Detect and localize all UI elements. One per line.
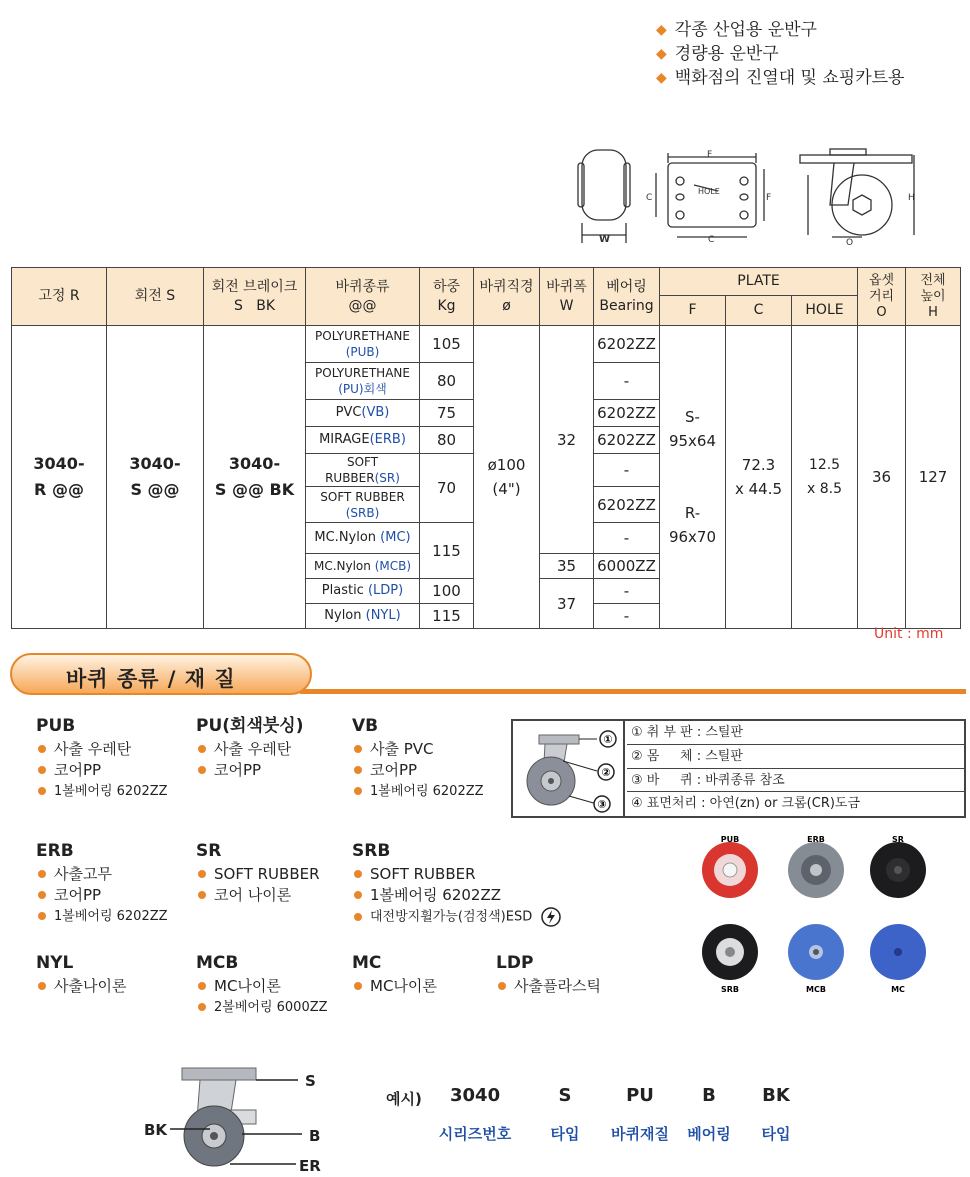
- caster-parts-image: [513, 721, 625, 816]
- header-load: 하중 Kg: [420, 268, 474, 326]
- svg-text:SR: SR: [892, 835, 904, 844]
- header-plate-hole: HOLE: [792, 296, 858, 326]
- callout-s: S: [305, 1072, 316, 1090]
- cell-bearing: 6202ZZ: [594, 326, 660, 363]
- svg-text:ERB: ERB: [807, 835, 825, 844]
- caster-dimension-drawings: [572, 145, 922, 250]
- bullet-dot-icon: [198, 982, 206, 990]
- cell-wheel-type: SOFT RUBBER(SR): [306, 454, 420, 487]
- bullet-dot-icon: [198, 1003, 206, 1011]
- bullet-dot-icon: [38, 745, 46, 753]
- cell-wheel-type: SOFT RUBBER (SRB): [306, 487, 420, 523]
- dim-f-label: F: [707, 150, 713, 160]
- esd-lightning-icon: [540, 906, 562, 928]
- part-row: ④ 표면처리 : 아연(zn) or 크롬(CR)도금: [631, 796, 861, 812]
- material-vb: VB 사출 PVC 코어PP 1볼베어링 6202ZZ: [352, 716, 484, 799]
- dim-hole-label: HOLE: [698, 187, 720, 196]
- bullet-dot-icon: [198, 891, 206, 899]
- callout-b: B: [309, 1127, 321, 1145]
- cell-swivel-model: 3040- S @@: [107, 326, 204, 629]
- header-plate-f: F: [660, 296, 726, 326]
- cell-bearing: 6202ZZ: [594, 427, 660, 454]
- header-height: 전체 높이 H: [906, 268, 961, 326]
- cell-load: 75: [420, 400, 474, 427]
- example-meaning-bearing: 베어링: [687, 1125, 731, 1143]
- usage-item: ◆ 각종 산업용 운반구: [656, 20, 817, 40]
- parts-list: [627, 721, 964, 816]
- bullet-dot-icon: [354, 982, 362, 990]
- example-meaning-material: 바퀴재질: [611, 1125, 669, 1143]
- dim-f-side-label: F: [766, 193, 772, 203]
- header-diameter: 바퀴직경 ø: [474, 268, 540, 326]
- material-ldp: LDP 사출플라스틱: [496, 953, 601, 995]
- example-code-brake: BK: [762, 1085, 790, 1106]
- material-srb: SRB SOFT RUBBER 1볼베어링 6202ZZ 대전방지휠가능(검정색)ESD: [352, 841, 562, 928]
- header-fixed: 고정 R: [12, 268, 107, 326]
- unit-label: Unit : mm: [874, 626, 944, 642]
- cell-bearing: -: [594, 523, 660, 554]
- dim-w-label: W: [599, 234, 611, 245]
- marker-1: ①: [603, 733, 613, 746]
- cell-plate-hole: 12.5 x 8.5: [792, 326, 858, 629]
- wheel-mcb: [788, 924, 844, 994]
- cell-bearing: -: [594, 579, 660, 604]
- material-erb: ERB 사출고무 코어PP 1볼베어링 6202ZZ: [36, 841, 168, 924]
- material-mc: MC MC나이론: [352, 953, 437, 995]
- material-sr: SR SOFT RUBBER 코어 나이론: [196, 841, 320, 904]
- wheel-srb: [702, 924, 758, 994]
- caster-illustration: [513, 721, 625, 816]
- section-banner: [10, 653, 312, 695]
- bullet-dot-icon: [498, 982, 506, 990]
- wheel-pub: [702, 835, 758, 898]
- wheel-mc: [870, 924, 926, 994]
- cell-wheel-type: PVC(VB): [306, 400, 420, 427]
- cell-wheel-type: MC.Nylon (MCB): [306, 554, 420, 579]
- bullet-dot-icon: [38, 891, 46, 899]
- section-title: 바퀴 종류 / 재 질: [66, 667, 236, 691]
- cell-load: 105: [420, 326, 474, 363]
- header-swivel: 회전 S: [107, 268, 204, 326]
- cell-bearing: 6000ZZ: [594, 554, 660, 579]
- diamond-bullet-icon: ◆: [656, 70, 667, 86]
- marker-3: ③: [597, 798, 607, 811]
- wheel-erb: [788, 835, 844, 898]
- section-divider: [300, 689, 966, 694]
- svg-text:MCB: MCB: [806, 985, 826, 994]
- bullet-dot-icon: [198, 745, 206, 753]
- callout-er: ER: [299, 1157, 321, 1175]
- header-wheel-type: 바퀴종류 @@: [306, 268, 420, 326]
- example-meaning-series: 시리즈번호: [438, 1125, 512, 1143]
- cell-wheel-type: POLYURETHANE (PU)회색: [306, 363, 420, 400]
- header-bearing: 베어링 Bearing: [594, 268, 660, 326]
- wheel-samples: [690, 832, 950, 997]
- cell-fixed-model: 3040- R @@: [12, 326, 107, 629]
- bullet-dot-icon: [198, 766, 206, 774]
- bullet-dot-icon: [198, 870, 206, 878]
- material-pu: PU(회색붓싱) 사출 우레탄 코어PP: [196, 716, 304, 779]
- dim-o-label: O: [846, 238, 854, 248]
- part-row: ① 취 부 판 : 스틸판: [627, 721, 964, 745]
- usage-item: ◆ 백화점의 진열대 및 쇼핑카트용: [656, 68, 905, 88]
- example-meaning-brake: 타입: [761, 1125, 791, 1143]
- side-view-drawing: [800, 149, 914, 237]
- cell-wheel-type: POLYURETHANE (PUB): [306, 326, 420, 363]
- cell-plate-c: 72.3 x 44.5: [726, 326, 792, 629]
- marker-2: ②: [601, 766, 611, 779]
- cell-bearing: -: [594, 454, 660, 487]
- cell-load: 70: [420, 454, 474, 523]
- bullet-dot-icon: [38, 870, 46, 878]
- bullet-dot-icon: [354, 766, 362, 774]
- example-label: 예시): [386, 1090, 422, 1108]
- usage-item: ◆ 경량용 운반구: [656, 44, 779, 64]
- cell-load: 80: [420, 363, 474, 400]
- cell-bearing: -: [594, 363, 660, 400]
- bullet-dot-icon: [354, 913, 362, 921]
- material-pub: PUB 사출 우레탄 코어PP 1볼베어링 6202ZZ: [36, 716, 168, 799]
- cell-height: 127: [906, 326, 961, 629]
- svg-text:PUB: PUB: [720, 835, 740, 844]
- wheel-sr: [870, 835, 926, 898]
- cell-load: 115: [420, 604, 474, 629]
- example-code-bearing: B: [702, 1085, 716, 1106]
- example-code-series: 3040: [450, 1085, 501, 1106]
- bullet-dot-icon: [354, 870, 362, 878]
- cell-wheel-type: Nylon (NYL): [306, 604, 420, 629]
- cell-bearing: 6202ZZ: [594, 487, 660, 523]
- example-code-type: S: [558, 1085, 572, 1106]
- bullet-dot-icon: [354, 787, 362, 795]
- svg-text:SRB: SRB: [720, 985, 740, 994]
- callout-bk: BK: [144, 1121, 168, 1139]
- material-nyl: NYL 사출나이론: [36, 953, 127, 995]
- cell-bearing: -: [594, 604, 660, 629]
- part-row: ② 몸 체 : 스틸판: [627, 745, 964, 769]
- part-row: ③ 바 퀴 : 바퀴종류 참조: [627, 769, 964, 793]
- cell-width-mcb: 35: [540, 554, 594, 579]
- header-width: 바퀴폭 W: [540, 268, 594, 326]
- dim-h-label: H: [908, 193, 915, 203]
- cell-load: 100: [420, 579, 474, 604]
- header-plate: PLATE: [660, 268, 858, 296]
- dim-c-side-label: C: [646, 193, 653, 203]
- bullet-dot-icon: [38, 787, 46, 795]
- header-plate-c: C: [726, 296, 792, 326]
- cell-bearing: 6202ZZ: [594, 400, 660, 427]
- cell-width-ldp: 37: [540, 579, 594, 629]
- cell-wheel-type: Plastic (LDP): [306, 579, 420, 604]
- parts-box: [511, 719, 966, 818]
- usage-list: [656, 18, 904, 90]
- cell-diameter: ø100 (4"): [474, 326, 540, 629]
- bullet-dot-icon: [38, 982, 46, 990]
- material-mcb: MCB MC나이론 2볼베어링 6000ZZ: [196, 953, 328, 1015]
- cell-width-main: 32: [540, 326, 594, 554]
- cell-wheel-type: MC.Nylon (MC): [306, 523, 420, 554]
- bullet-dot-icon: [354, 745, 362, 753]
- example-meaning-type: 타입: [550, 1125, 580, 1143]
- bullet-dot-icon: [354, 891, 362, 899]
- bullet-dot-icon: [38, 912, 46, 920]
- header-brake: 회전 브레이크 S BK: [204, 268, 306, 326]
- dim-c-label: C: [708, 235, 715, 245]
- header-offset: 옵셋 거리 O: [858, 268, 906, 326]
- front-view-drawing: [578, 150, 630, 243]
- cell-offset: 36: [858, 326, 906, 629]
- bullet-dot-icon: [38, 766, 46, 774]
- cell-plate-f: S- 95x64 R- 96x70: [660, 326, 726, 629]
- diamond-bullet-icon: ◆: [656, 46, 667, 62]
- svg-text:MC: MC: [891, 985, 905, 994]
- example-code-material: PU: [626, 1085, 654, 1106]
- spec-table: [11, 267, 961, 629]
- cell-brake-model: 3040- S @@ BK: [204, 326, 306, 629]
- diamond-bullet-icon: ◆: [656, 22, 667, 38]
- cell-load: 115: [420, 523, 474, 579]
- cell-wheel-type: MIRAGE(ERB): [306, 427, 420, 454]
- cell-load: 80: [420, 427, 474, 454]
